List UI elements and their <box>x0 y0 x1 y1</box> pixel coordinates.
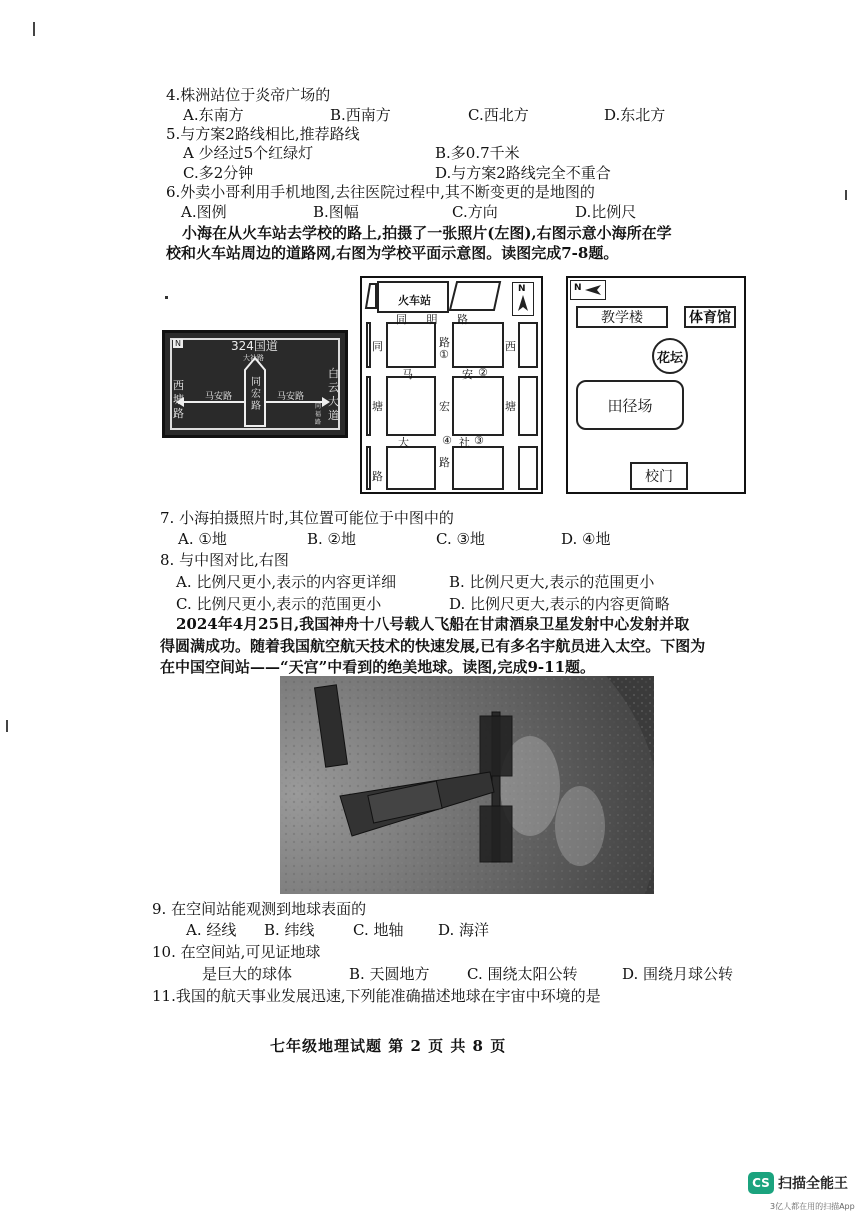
point-2: ② <box>478 366 488 379</box>
scan-mark <box>33 22 35 36</box>
sign-top-sub: 大社路 <box>243 354 264 362</box>
sign-right-sub: 同福路 <box>315 403 322 426</box>
intro-7-8-line1: 小海在从火车站去学校的路上,拍摄了一张照片(左图),右图示意小海所在学 <box>182 224 672 242</box>
map-block <box>518 376 538 436</box>
scan-mark <box>845 190 847 200</box>
point-1: ① <box>439 348 449 361</box>
q4-option-a[interactable]: A.东南方 <box>183 106 244 124</box>
school-gate: 校门 <box>630 462 688 490</box>
sign-right-road: 马安路 <box>277 392 305 402</box>
road-tongming: 同 明 路 <box>396 313 476 326</box>
teaching-building: 教学楼 <box>576 306 668 328</box>
q6-option-b[interactable]: B.图幅 <box>313 203 359 221</box>
question-8-stem: 8. 与中图对比,右图 <box>160 551 289 569</box>
map-block <box>366 322 371 368</box>
school-plan-map <box>566 276 746 494</box>
page-footer: 七年级地理试题 第 2 页 共 8 页 <box>270 1037 507 1055</box>
sign-left-road: 马安路 <box>205 392 233 402</box>
question-5-stem: 5.与方案2路线相比,推荐路线 <box>166 125 360 143</box>
sign-center-road: 同宏路 <box>251 377 261 412</box>
q7-option-a[interactable]: A. ①地 <box>178 530 227 548</box>
q9-option-b[interactable]: B. 纬线 <box>264 921 315 939</box>
point-4: ④ <box>442 434 452 447</box>
sign-north-icon: N <box>175 339 181 348</box>
q5-option-d[interactable]: D.与方案2路线完全不重合 <box>435 164 611 182</box>
sign-top-road: 324国道 <box>231 339 278 353</box>
road-she: 社 <box>459 436 470 449</box>
map-block <box>386 376 436 436</box>
map-block <box>518 446 538 490</box>
road-an: 安 <box>462 368 473 381</box>
q10-option-c[interactable]: C. 围绕太阳公转 <box>467 965 578 983</box>
earth-from-space-station-photo <box>280 676 654 894</box>
map-block <box>518 322 538 368</box>
q4-option-b[interactable]: B.西南方 <box>330 106 391 124</box>
q8-option-c[interactable]: C. 比例尺更小,表示的范围更小 <box>176 595 382 613</box>
question-11-stem: 11.我国的航天事业发展迅速,下列能准确描述地球在宇宙中环境的是 <box>152 987 601 1005</box>
school-north-arrow: N <box>570 280 606 300</box>
q4-option-c[interactable]: C.西北方 <box>468 106 529 124</box>
road-tong: 同 <box>372 340 383 353</box>
intro-9-11-line2: 得圆满成功。随着我国航空航天技术的快速发展,已有多名宇航员进入太空。下图为 <box>160 637 706 655</box>
scan-mark <box>6 720 8 732</box>
intro-9-11-line3: 在中国空间站——“天宫”中看到的绝美地球。读图,完成9-11题。 <box>160 658 596 676</box>
road-hong: 宏 <box>439 400 450 413</box>
q10-option-d[interactable]: D. 围绕月球公转 <box>622 965 734 983</box>
road-lu-mid: 路 <box>439 456 450 469</box>
map-block <box>386 322 436 368</box>
q9-option-d[interactable]: D. 海洋 <box>438 921 490 939</box>
flower-bed: 花坛 <box>652 338 688 374</box>
q7-option-b[interactable]: B. ②地 <box>307 530 357 548</box>
scanner-app-logo-icon: CS <box>748 1172 774 1194</box>
sign-right-side: 白云大道 <box>328 367 339 422</box>
scanner-app-tagline: 3亿人都在用的扫描App <box>770 1202 855 1211</box>
road-sign-photo <box>162 330 348 438</box>
map-block <box>366 446 371 490</box>
road-hong-top: 路 <box>439 336 450 349</box>
road-ma: 马 <box>402 368 413 381</box>
road-tang-right: 塘 <box>505 400 516 413</box>
map-block <box>452 322 504 368</box>
q5-option-b[interactable]: B.多0.7千米 <box>435 144 520 162</box>
earth-image <box>280 676 654 894</box>
map-block <box>452 446 504 490</box>
point-3: ③ <box>474 434 484 447</box>
gymnasium: 体育馆 <box>684 306 736 328</box>
intro-9-11-line1: 2024年4月25日,我国神舟十八号载人飞船在甘肃酒泉卫星发射中心发射并取 <box>176 615 690 633</box>
q10-option-b[interactable]: B. 天圆地方 <box>349 965 430 983</box>
q7-option-c[interactable]: C. ③地 <box>436 530 485 548</box>
q8-option-a[interactable]: A. 比例尺更小,表示的内容更详细 <box>176 573 397 591</box>
station-label: 火车站 <box>398 294 431 307</box>
question-7-stem: 7. 小海拍摄照片时,其位置可能位于中图中的 <box>160 509 454 527</box>
question-10-stem: 10. 在空间站,可见证地球 <box>152 943 321 961</box>
q8-option-d[interactable]: D. 比例尺更大,表示的内容更简略 <box>449 595 670 613</box>
road-da: 大 <box>398 436 409 449</box>
map-block <box>452 376 504 436</box>
track-field: 田径场 <box>576 380 684 430</box>
scanner-app-name: 扫描全能王 <box>778 1176 848 1192</box>
question-9-stem: 9. 在空间站能观测到地球表面的 <box>152 900 367 918</box>
q5-option-c[interactable]: C.多2分钟 <box>183 164 254 182</box>
map-block <box>386 446 436 490</box>
q9-option-a[interactable]: A. 经线 <box>186 921 237 939</box>
road-xi: 西 <box>505 340 516 353</box>
q6-option-a[interactable]: A.图例 <box>181 203 227 221</box>
q7-option-d[interactable]: D. ④地 <box>561 530 611 548</box>
q5-option-a[interactable]: A 少经过5个红绿灯 <box>183 144 314 162</box>
road-tang: 塘 <box>372 400 383 413</box>
question-4-stem: 4.株洲站位于炎帝广场的 <box>166 86 331 104</box>
q9-option-c[interactable]: C. 地轴 <box>353 921 404 939</box>
q6-option-c[interactable]: C.方向 <box>452 203 498 221</box>
q4-option-d[interactable]: D.东北方 <box>604 106 666 124</box>
road-network-map <box>360 276 543 494</box>
q10-option-a[interactable]: 是巨大的球体 <box>202 965 293 983</box>
scan-dot <box>165 296 168 299</box>
q6-option-d[interactable]: D.比例尺 <box>575 203 637 221</box>
q8-option-b[interactable]: B. 比例尺更大,表示的范围更小 <box>449 573 655 591</box>
question-6-stem: 6.外卖小哥利用手机地图,去往医院过程中,其不断变更的是地图的 <box>166 183 595 201</box>
map-block <box>366 376 371 436</box>
sign-left-side: 西塘路 <box>173 379 184 420</box>
map-north-arrow: N <box>512 282 534 316</box>
road-lu-left: 路 <box>372 470 383 483</box>
intro-7-8-line2: 校和火车站周边的道路网,右图为学校平面示意图。读图完成7-8题。 <box>166 244 619 262</box>
